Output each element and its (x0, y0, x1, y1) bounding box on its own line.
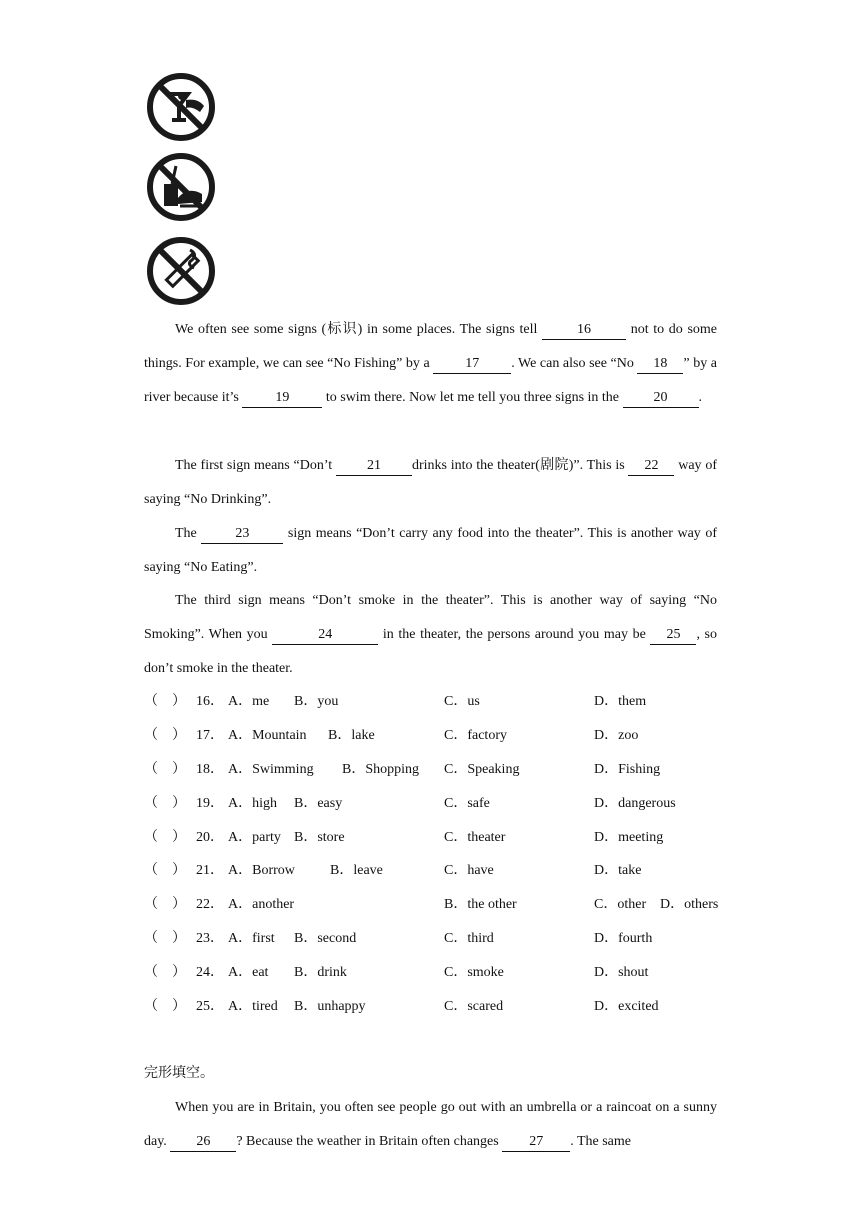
option-b[interactable]: B．easy (294, 796, 343, 811)
passage1-paragraph4 (144, 584, 717, 686)
option-a[interactable]: A．high (228, 796, 277, 811)
option-b[interactable]: B．the other (444, 897, 517, 912)
option-d[interactable]: D．shout (594, 965, 649, 980)
question-21 (144, 861, 724, 881)
text: We often see some signs (标识) in some places. The signs tell (175, 322, 543, 337)
option-b[interactable]: B．you (294, 694, 339, 709)
blank-20[interactable]: 20 (623, 389, 699, 408)
answer-paren[interactable]: （ ） (144, 863, 186, 878)
answer-paren[interactable]: （ ） (144, 999, 186, 1014)
text: sign means “Don’t carry any food into the theater”. This is another way of saying “No Eating”. (144, 526, 718, 575)
option-d[interactable]: D．excited (594, 999, 659, 1014)
blank-27[interactable]: 27 (502, 1133, 570, 1152)
answer-paren[interactable]: （ ） (144, 762, 186, 777)
option-c[interactable]: C．third (444, 931, 494, 946)
option-c[interactable]: C．us (444, 694, 480, 709)
text: When you are in Britain, you often see people go out with an umbrella or a raincoat on a sunny day. (144, 1100, 717, 1149)
question-number: 25． (196, 999, 224, 1014)
option-a[interactable]: A．Borrow (228, 863, 295, 878)
no-drinking-sign-icon (146, 72, 216, 142)
text: . We can also see “No (511, 356, 638, 371)
text: to swim there. Now let me tell you three signs in the (322, 390, 623, 405)
option-d[interactable]: D．zoo (594, 728, 639, 743)
option-c[interactable]: C．other (594, 897, 647, 912)
option-b[interactable]: B．lake (328, 728, 375, 743)
text: ? Because the weather in Britain often changes (236, 1134, 503, 1149)
answer-paren[interactable]: （ ） (144, 931, 186, 946)
answer-paren[interactable]: （ ） (144, 728, 186, 743)
question-number: 22． (196, 897, 224, 912)
option-c[interactable]: C．factory (444, 728, 507, 743)
passage2-paragraph1 (144, 1091, 717, 1159)
blank-19[interactable]: 19 (242, 389, 322, 408)
blank-23[interactable]: 23 (201, 525, 283, 544)
blank-26[interactable]: 26 (170, 1133, 236, 1152)
option-b[interactable]: B．Shopping (342, 762, 420, 777)
text: . (698, 390, 703, 405)
text: The first sign means “Don’t (175, 458, 336, 473)
option-a[interactable]: A．me (228, 694, 270, 709)
option-b[interactable]: B．drink (294, 965, 347, 980)
blank-17[interactable]: 17 (433, 355, 511, 374)
option-d[interactable]: D．others (660, 897, 719, 912)
option-a[interactable]: A．Mountain (228, 728, 307, 743)
answer-paren[interactable]: （ ） (144, 694, 186, 709)
question-number: 16． (196, 694, 224, 709)
text: not to do some things. For example, we can see “No Fishing” by a (144, 322, 717, 371)
option-d[interactable]: D．meeting (594, 830, 664, 845)
question-22 (144, 895, 724, 915)
question-number: 18． (196, 762, 224, 777)
question-16 (144, 692, 724, 712)
question-25 (144, 997, 724, 1017)
option-a[interactable]: A．first (228, 931, 275, 946)
question-number: 24． (196, 965, 224, 980)
question-number: 20． (196, 830, 224, 845)
passage1-paragraph2 (144, 449, 717, 517)
option-a[interactable]: A．another (228, 897, 295, 912)
question-number: 19． (196, 796, 224, 811)
answer-paren[interactable]: （ ） (144, 830, 186, 845)
text: , so don’t smoke in the theater. (144, 627, 717, 676)
option-d[interactable]: D．them (594, 694, 647, 709)
option-d[interactable]: D．fourth (594, 931, 653, 946)
text: The (175, 526, 202, 541)
answer-paren[interactable]: （ ） (144, 965, 186, 980)
option-d[interactable]: D．take (594, 863, 642, 878)
question-number: 21． (196, 863, 224, 878)
option-a[interactable]: A．tired (228, 999, 278, 1014)
question-number: 23． (196, 931, 224, 946)
question-number: 17． (196, 728, 224, 743)
blank-25[interactable]: 25 (650, 626, 696, 645)
text: in the theater, the persons around you may be (378, 627, 651, 642)
blank-18[interactable]: 18 (637, 355, 683, 374)
text: way of saying “No Drinking”. (144, 458, 717, 507)
question-17 (144, 726, 724, 746)
blank-21[interactable]: 21 (336, 457, 412, 476)
question-23 (144, 929, 724, 949)
section-heading: 完形填空。 (144, 1065, 214, 1081)
text: . The same (570, 1134, 631, 1149)
option-c[interactable]: C．scared (444, 999, 504, 1014)
option-b[interactable]: B．leave (330, 863, 383, 878)
option-b[interactable]: B．unhappy (294, 999, 366, 1014)
option-d[interactable]: D．Fishing (594, 762, 661, 777)
option-d[interactable]: D．dangerous (594, 796, 676, 811)
answer-paren[interactable]: （ ） (144, 796, 186, 811)
option-c[interactable]: C．have (444, 863, 494, 878)
option-c[interactable]: C．Speaking (444, 762, 520, 777)
no-smoking-sign-icon (146, 236, 216, 306)
question-18 (144, 760, 724, 780)
passage1-paragraph3 (144, 517, 717, 585)
text: The third sign means “Don’t smoke in the theater”. This is another way of saying “No Smoking”. When you (144, 593, 717, 642)
text: ” by a river because it’s (144, 356, 717, 405)
question-20 (144, 828, 724, 848)
answer-paren[interactable]: （ ） (144, 897, 186, 912)
question-24 (144, 963, 724, 983)
blank-24[interactable]: 24 (272, 626, 378, 645)
option-a[interactable]: A．eat (228, 965, 269, 980)
option-a[interactable]: A．party (228, 830, 281, 845)
option-c[interactable]: C．safe (444, 796, 490, 811)
option-c[interactable]: C．theater (444, 830, 506, 845)
no-eating-sign-icon (146, 152, 216, 222)
question-19 (144, 794, 724, 814)
passage1-paragraph1 (144, 313, 717, 415)
blank-16[interactable]: 16 (542, 321, 626, 340)
option-c[interactable]: C．smoke (444, 965, 504, 980)
option-b[interactable]: B．store (294, 830, 345, 845)
text: drinks into the theater(剧院)”. This is (411, 458, 629, 473)
blank-22[interactable]: 22 (628, 457, 674, 476)
option-a[interactable]: A．Swimming (228, 762, 314, 777)
option-b[interactable]: B．second (294, 931, 357, 946)
